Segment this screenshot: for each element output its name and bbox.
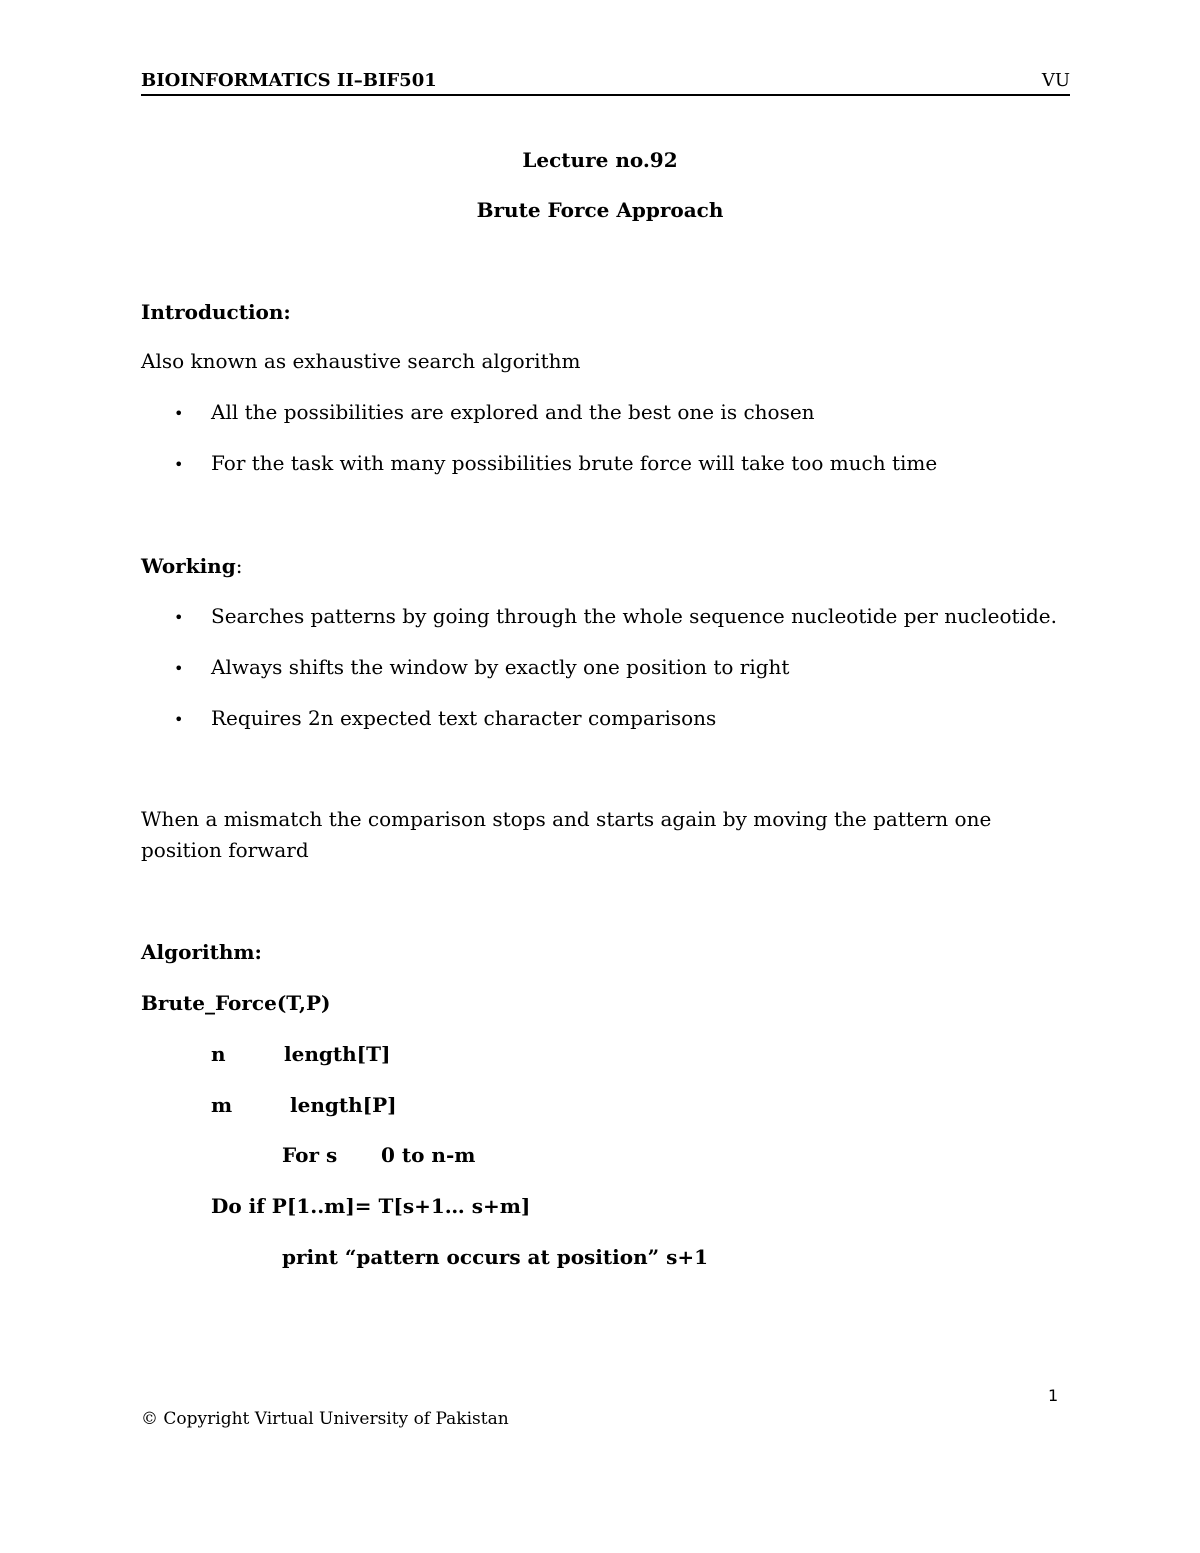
list-item: • Searches patterns by going through the whole sequence nucleotide per nucleotide. bbox=[174, 604, 1057, 628]
algorithm-expr-m: length[P] bbox=[290, 1093, 397, 1117]
page-number: 1 bbox=[1048, 1386, 1059, 1405]
algorithm-do-if: Do if P[1..m]= T[s+1… s+m] bbox=[211, 1194, 531, 1218]
algorithm-function: Brute_Force(T,P) bbox=[141, 991, 331, 1015]
university-label: VU bbox=[1041, 70, 1070, 91]
algorithm-var-m: m bbox=[211, 1093, 233, 1117]
mismatch-paragraph: When a mismatch the comparison stops and starts again by moving the pattern one position forward bbox=[141, 807, 992, 862]
list-item: • Always shifts the window by exactly one position to right bbox=[174, 655, 790, 679]
algorithm-for-range: 0 to n-m bbox=[381, 1143, 476, 1167]
list-item: • All the possibilities are explored and the best one is chosen bbox=[174, 400, 815, 424]
bullet-icon: • bbox=[174, 659, 184, 678]
page-header bbox=[141, 70, 1070, 96]
course-code: BIOINFORMATICS II–BIF501 bbox=[141, 70, 437, 91]
lecture-title: Brute Force Approach bbox=[476, 198, 724, 222]
bullet-icon: • bbox=[174, 710, 184, 729]
list-item: • For the task with many possibilities brute force will take too much time bbox=[174, 451, 938, 475]
algorithm-print: print “pattern occurs at position” s+1 bbox=[282, 1245, 709, 1269]
copyright-footer: © Copyright Virtual University of Pakistan bbox=[141, 1409, 509, 1429]
bullet-icon: • bbox=[174, 455, 184, 474]
algorithm-expr-n: length[T] bbox=[284, 1042, 391, 1066]
algorithm-heading: Algorithm: bbox=[141, 940, 262, 964]
introduction-heading: Introduction: bbox=[141, 300, 291, 324]
introduction-text: Also known as exhaustive search algorithm bbox=[141, 349, 581, 373]
working-heading: Working: bbox=[141, 554, 243, 578]
bullet-icon: • bbox=[174, 608, 184, 627]
bullet-icon: • bbox=[174, 404, 184, 423]
lecture-number: Lecture no.92 bbox=[522, 148, 678, 172]
list-item: • Requires 2n expected text character comparisons bbox=[174, 706, 717, 730]
algorithm-var-n: n bbox=[211, 1042, 226, 1066]
algorithm-for-var: For s bbox=[282, 1143, 338, 1167]
